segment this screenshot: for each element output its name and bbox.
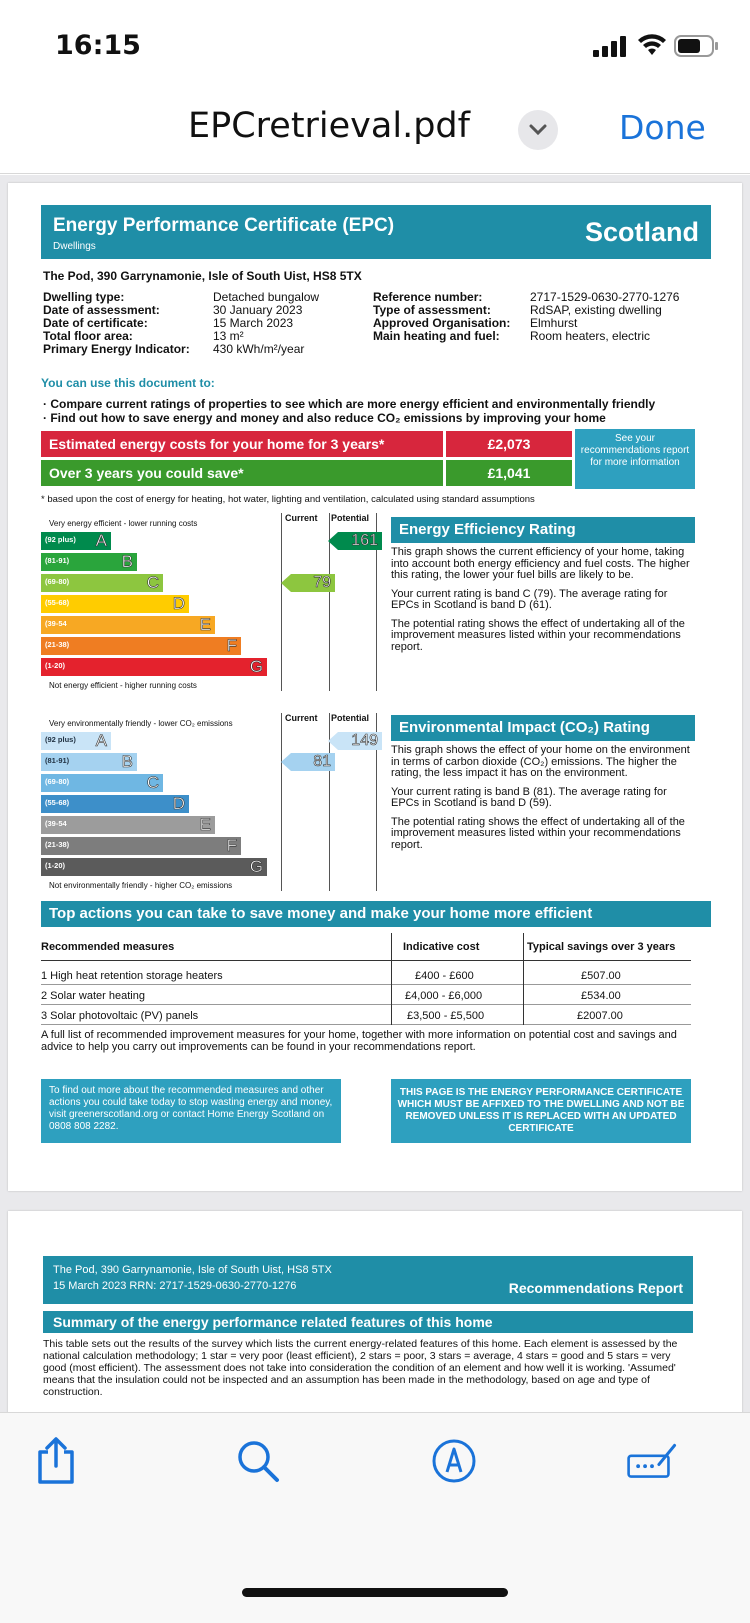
energy-rating-chart bbox=[41, 513, 381, 693]
cost-label: Estimated energy costs for your home for 3 years* bbox=[41, 431, 443, 457]
see-recommendations-box: See your recommendations report for more information bbox=[575, 429, 695, 489]
right-values bbox=[530, 291, 720, 343]
kv-key: Reference number: bbox=[373, 290, 483, 304]
band-letter: D bbox=[172, 794, 185, 813]
p2-address: The Pod, 390 Garrynamonie, Isle of South Uist, HS8 5TX bbox=[53, 1264, 332, 1276]
property-address: The Pod, 390 Garrynamonie, Isle of South Uist, HS8 5TX bbox=[43, 269, 362, 283]
band-letter: F bbox=[226, 636, 237, 655]
band-range: (39-54 bbox=[45, 619, 67, 628]
band-range: (55-68) bbox=[45, 598, 70, 607]
band-range: (21-38) bbox=[45, 640, 70, 649]
cost-value: £1,041 bbox=[446, 460, 572, 486]
home-indicator bbox=[242, 1588, 508, 1597]
certificate-notice-box: THIS PAGE IS THE ENERGY PERFORMANCE CERTIFICATE WHICH MUST BE AFFIXED TO THE DWELLING AND NOT BE REMOVED UNLESS IT IS REPLACED WITH AN UPDATED CERTIFICATE bbox=[391, 1079, 691, 1143]
current-rating-arrow: 81 bbox=[291, 753, 335, 771]
annotate-button[interactable] bbox=[626, 1435, 678, 1487]
rating-band-b bbox=[41, 753, 137, 771]
use-heading: You can use this document to: bbox=[41, 376, 215, 390]
table-row: 1 High heat retention storage heaters £400 - £600 £507.00 bbox=[41, 967, 691, 985]
rating-band-f bbox=[41, 837, 241, 855]
viewer-header bbox=[0, 88, 750, 174]
title-menu-button[interactable] bbox=[518, 110, 558, 150]
use-bullets bbox=[43, 397, 655, 425]
kv-value: 30 January 2023 bbox=[213, 303, 303, 317]
share-button[interactable] bbox=[30, 1435, 82, 1487]
band-letter: D bbox=[172, 594, 185, 613]
document-title[interactable]: EPCretrieval.pdf bbox=[188, 106, 470, 146]
pdf-viewer[interactable] bbox=[0, 175, 750, 1462]
rating-band-f bbox=[41, 637, 241, 655]
left-keys bbox=[43, 291, 213, 356]
more-info-box: To find out more about the recommended measures and other actions you could take today to stop wasting energy and money, visit greenerscotland.org or contact Home Energy Scotland on 0808 808 2282. bbox=[41, 1079, 341, 1143]
rating-band-d bbox=[41, 595, 189, 613]
measures-header-row bbox=[41, 933, 691, 961]
band-range: (1-20) bbox=[45, 661, 66, 670]
rating-band-a bbox=[41, 732, 111, 750]
kv-key: Date of certificate: bbox=[43, 316, 148, 330]
savings-col-header: Typical savings over 3 years bbox=[527, 941, 676, 953]
top-actions-heading: Top actions you can take to save money and make your home more efficient bbox=[41, 901, 711, 927]
p2-rrn: 15 March 2023 RRN: 2717-1529-0630-2770-1276 bbox=[53, 1280, 297, 1292]
cellular-signal-icon bbox=[593, 35, 629, 57]
bullet-item: · Compare current ratings of properties to see which are more energy efficient and environmentally friendly bbox=[43, 397, 656, 411]
epc-subtitle: Dwellings bbox=[53, 241, 96, 252]
current-header: Current bbox=[285, 713, 318, 723]
table-row: 2 Solar water heating £4,000 - £6,000 £534.00 bbox=[41, 987, 691, 1005]
rating-band-c bbox=[41, 774, 163, 792]
potential-header: Potential bbox=[331, 713, 370, 723]
band-range: (55-68) bbox=[45, 798, 70, 807]
kv-value: RdSAP, existing dwelling bbox=[530, 303, 662, 317]
band-letter: G bbox=[249, 857, 263, 876]
band-range: (92 plus) bbox=[45, 535, 76, 544]
band-range: (69-80) bbox=[45, 577, 70, 586]
markup-button[interactable] bbox=[428, 1435, 480, 1487]
epc-banner bbox=[41, 205, 711, 259]
rating-band-g bbox=[41, 658, 267, 676]
chart-top-caption: Very energy efficient - lower running costs bbox=[49, 519, 198, 528]
band-letter: F bbox=[226, 836, 237, 855]
table-row: 3 Solar photovoltaic (PV) panels £3,500 - £5,500 £2007.00 bbox=[41, 1007, 691, 1025]
band-letter: B bbox=[121, 752, 133, 771]
band-letter: A bbox=[95, 531, 107, 550]
rating-band-b bbox=[41, 553, 137, 571]
done-button[interactable]: Done bbox=[619, 108, 706, 147]
kv-value: 2717-1529-0630-2770-1276 bbox=[530, 290, 680, 304]
band-range: (21-38) bbox=[45, 840, 70, 849]
band-range: (1-20) bbox=[45, 861, 66, 870]
pencil-keyboard-icon bbox=[626, 1439, 678, 1483]
cost-label: Over 3 years you could save* bbox=[41, 460, 443, 486]
recommendations-report-label: Recommendations Report bbox=[508, 1280, 683, 1296]
share-icon bbox=[34, 1436, 78, 1486]
rating-band-a bbox=[41, 532, 111, 550]
pdf-page-1 bbox=[8, 183, 742, 1191]
environmental-rating-chart bbox=[41, 713, 381, 893]
kv-key: Approved Organisation: bbox=[373, 316, 511, 330]
kv-key: Dwelling type: bbox=[43, 290, 125, 304]
kv-key: Main heating and fuel: bbox=[373, 329, 500, 343]
rating-band-c bbox=[41, 574, 163, 592]
environmental-rating-text: This graph shows the effect of your home on the environment in terms of carbon dioxide (CO₂) emissions. The higher the rating, the less impact it has on the environment. Your current rating is band B (81). The average rating for EPCs in Scotland is band D (59). The potential rating shows the effect of undertaking all of the improvement measures listed within your recommendations report. bbox=[391, 744, 690, 851]
potential-rating-arrow: 149 bbox=[338, 732, 382, 750]
left-values bbox=[213, 291, 373, 356]
cost-value: £2,073 bbox=[446, 431, 572, 457]
band-letter: C bbox=[146, 573, 159, 592]
environmental-rating-title: Environmental Impact (CO₂) Rating bbox=[391, 715, 695, 741]
kv-value: Room heaters, electric bbox=[530, 329, 651, 343]
band-range: (39-54 bbox=[45, 819, 67, 828]
markup-icon bbox=[431, 1438, 477, 1484]
search-button[interactable] bbox=[232, 1435, 284, 1487]
right-keys bbox=[373, 291, 528, 343]
status-bar bbox=[0, 0, 750, 88]
kv-key: Type of assessment: bbox=[373, 303, 491, 317]
band-letter: B bbox=[121, 552, 133, 571]
band-range: (92 plus) bbox=[45, 735, 76, 744]
kv-value: 13 m² bbox=[213, 329, 244, 343]
full-list-note: A full list of recommended improvement measures for your home, together with more information on potential cost and savings and advice to help you carry out improvements can be found in your recommendations report. bbox=[41, 1029, 677, 1053]
recommendations-banner bbox=[43, 1256, 693, 1304]
kv-key: Primary Energy Indicator: bbox=[43, 342, 190, 356]
current-rating-arrow: 79 bbox=[291, 574, 335, 592]
wifi-icon bbox=[637, 33, 667, 57]
kv-value: Detached bungalow bbox=[213, 290, 320, 304]
potential-header: Potential bbox=[331, 513, 370, 523]
summary-heading: Summary of the energy performance related features of this home bbox=[43, 1311, 693, 1333]
band-letter: C bbox=[146, 773, 159, 792]
chart-bottom-caption: Not energy efficient - higher running costs bbox=[49, 681, 197, 690]
kv-key: Date of assessment: bbox=[43, 303, 160, 317]
epc-region: Scotland bbox=[584, 217, 699, 247]
chart-bottom-caption: Not environmentally friendly - higher CO₂ emissions bbox=[49, 881, 233, 890]
kv-value: Elmhurst bbox=[530, 316, 578, 330]
bullet-item: · Find out how to save energy and money and also reduce CO₂ emissions by improving your home bbox=[43, 411, 606, 425]
potential-rating-arrow: 161 bbox=[338, 532, 382, 550]
band-letter: E bbox=[199, 615, 211, 634]
battery-icon bbox=[674, 35, 720, 57]
rating-band-d bbox=[41, 795, 189, 813]
kv-value: 430 kWh/m²/year bbox=[213, 342, 305, 356]
search-icon bbox=[236, 1439, 280, 1483]
energy-rating-text: This graph shows the current efficiency of your home, taking into account both energy efficiency and fuel costs. The higher this rating, the lower your fuel bills are likely to be. Your current rating is band C (79). The average rating for EPCs in Scotland is band D (61). The potential rating shows the effect of undertaking all of the improvement measures listed within your recommendations report. bbox=[391, 546, 690, 653]
kv-value: 15 March 2023 bbox=[213, 316, 294, 330]
band-letter: A bbox=[95, 731, 107, 750]
rating-band-e bbox=[41, 616, 215, 634]
band-letter: E bbox=[199, 815, 211, 834]
band-letter: G bbox=[249, 657, 263, 676]
status-time: 16:15 bbox=[55, 30, 141, 61]
epc-title: Energy Performance Certificate (EPC) bbox=[53, 215, 395, 236]
summary-text: This table sets out the results of the survey which lists the current energy-related features of this home. Each element is assessed by the national calculation methodology; 1 star = very poor (least efficient), 2 stars = poor, 3 stars = average, 4 stars = good and 5 stars = very good (most efficient). The assessment does not take into consideration the condition of an element and how well it is working. 'Assumed' means that the insulation could not be inspected and an assumption has been made in the methodology, based on age and type of construction. bbox=[43, 1338, 678, 1398]
kv-key: Total floor area: bbox=[43, 329, 133, 343]
rating-band-g bbox=[41, 858, 267, 876]
measures-col-header: Recommended measures bbox=[41, 941, 175, 953]
band-range: (69-80) bbox=[45, 777, 70, 786]
rating-band-e bbox=[41, 816, 215, 834]
chart-top-caption: Very environmentally friendly - lower CO₂ emissions bbox=[49, 719, 233, 728]
cost-footnote: * based upon the cost of energy for heating, hot water, lighting and ventilation, calculated using standard assumptions bbox=[41, 494, 535, 505]
chevron-down-icon bbox=[528, 123, 548, 137]
current-header: Current bbox=[285, 513, 318, 523]
band-range: (81-91) bbox=[45, 556, 70, 565]
cost-col-header: Indicative cost bbox=[403, 941, 480, 953]
band-range: (81-91) bbox=[45, 756, 70, 765]
energy-rating-title: Energy Efficiency Rating bbox=[391, 517, 695, 543]
